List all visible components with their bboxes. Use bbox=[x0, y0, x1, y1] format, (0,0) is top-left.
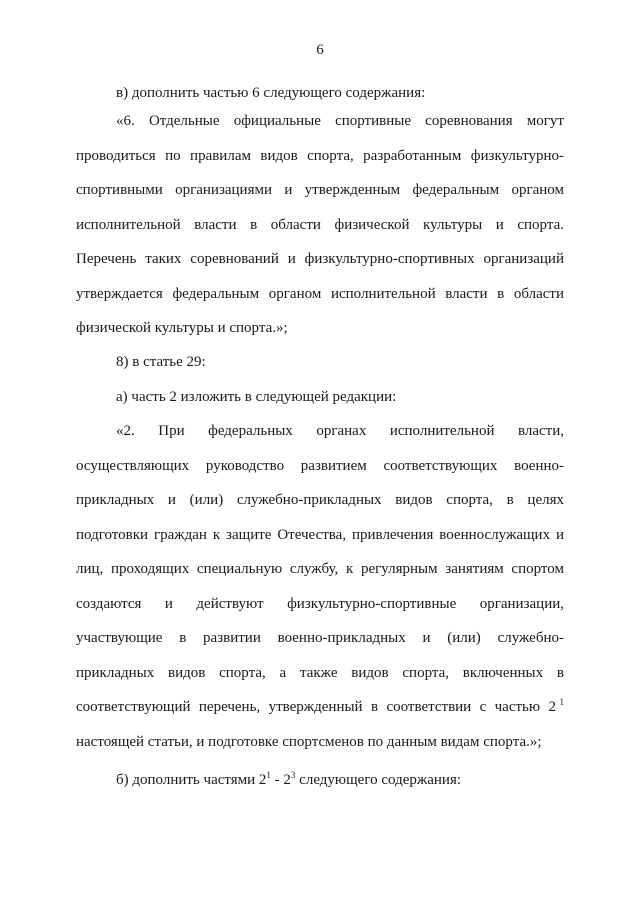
text-line: проводиться по правилам видов спорта, разработанным физкультурно- bbox=[76, 147, 564, 164]
text-line: прикладных и (или) служебно-прикладных видов спорта, в целях bbox=[76, 492, 564, 508]
text-line: в) дополнить частью 6 следующего содержания: bbox=[116, 85, 426, 101]
text-line: спортивными организациями и утвержденным федеральным органом bbox=[76, 182, 564, 198]
text-line: исполнительной власти в области физической культуры и спорта. bbox=[76, 216, 564, 233]
text-line: лиц, проходящих специальную службу, к регулярным занятиям спортом bbox=[76, 561, 564, 577]
text-line-with-superscripts bbox=[76, 763, 564, 798]
text-line: участвующие в развитии военно-прикладных и (или) служебно- bbox=[76, 630, 564, 646]
text-run: следующего содержания: bbox=[295, 772, 462, 788]
paragraph-b bbox=[76, 763, 564, 798]
text-line: Перечень таких соревнований и физкультурно-спортивных организаций bbox=[76, 251, 564, 267]
text-line-with-superscript: соответствующий перечень, утвержденный в соответствии с частью 2 1 bbox=[76, 690, 564, 725]
paragraph-part-6 bbox=[76, 104, 564, 346]
text-run: б) дополнить частями 2 bbox=[116, 772, 267, 788]
text-line: «6. Отдельные официальные спортивные соревнования могут bbox=[116, 113, 564, 129]
paragraph-part-2 bbox=[76, 414, 564, 759]
text-line: подготовки граждан к защите Отечества, привлечения военнослужащих и bbox=[76, 526, 564, 543]
text-line: настоящей статьи, и подготовке спортсменов по данным видам спорта.»; bbox=[76, 733, 542, 750]
text-line: а) часть 2 изложить в следующей редакции: bbox=[116, 389, 397, 405]
paragraph-a bbox=[76, 380, 564, 415]
superscript: 1 bbox=[266, 770, 271, 780]
text-line: «2. При федеральных органах исполнительной власти, bbox=[116, 423, 564, 439]
text-line: прикладных видов спорта, а также видов спорта, включенных в bbox=[76, 664, 564, 681]
text-run: - 2 bbox=[270, 772, 291, 788]
text-line: физической культуры и спорта.»; bbox=[76, 320, 288, 336]
superscript: 3 bbox=[290, 770, 296, 780]
text-line: создаются и действуют физкультурно-спортивные организации, bbox=[76, 595, 564, 612]
text-line: осуществляющих руководство развитием соответствующих военно- bbox=[76, 457, 564, 474]
text-line: утверждается федеральным органом исполнительной власти в области bbox=[76, 285, 564, 302]
text-line: соответствующий перечень, утвержденный в соответствии с частью 2 bbox=[76, 699, 556, 715]
text-line: 8) в статье 29: bbox=[116, 354, 206, 370]
page-number: 6 bbox=[316, 42, 324, 58]
paragraph-item-8 bbox=[76, 345, 564, 380]
